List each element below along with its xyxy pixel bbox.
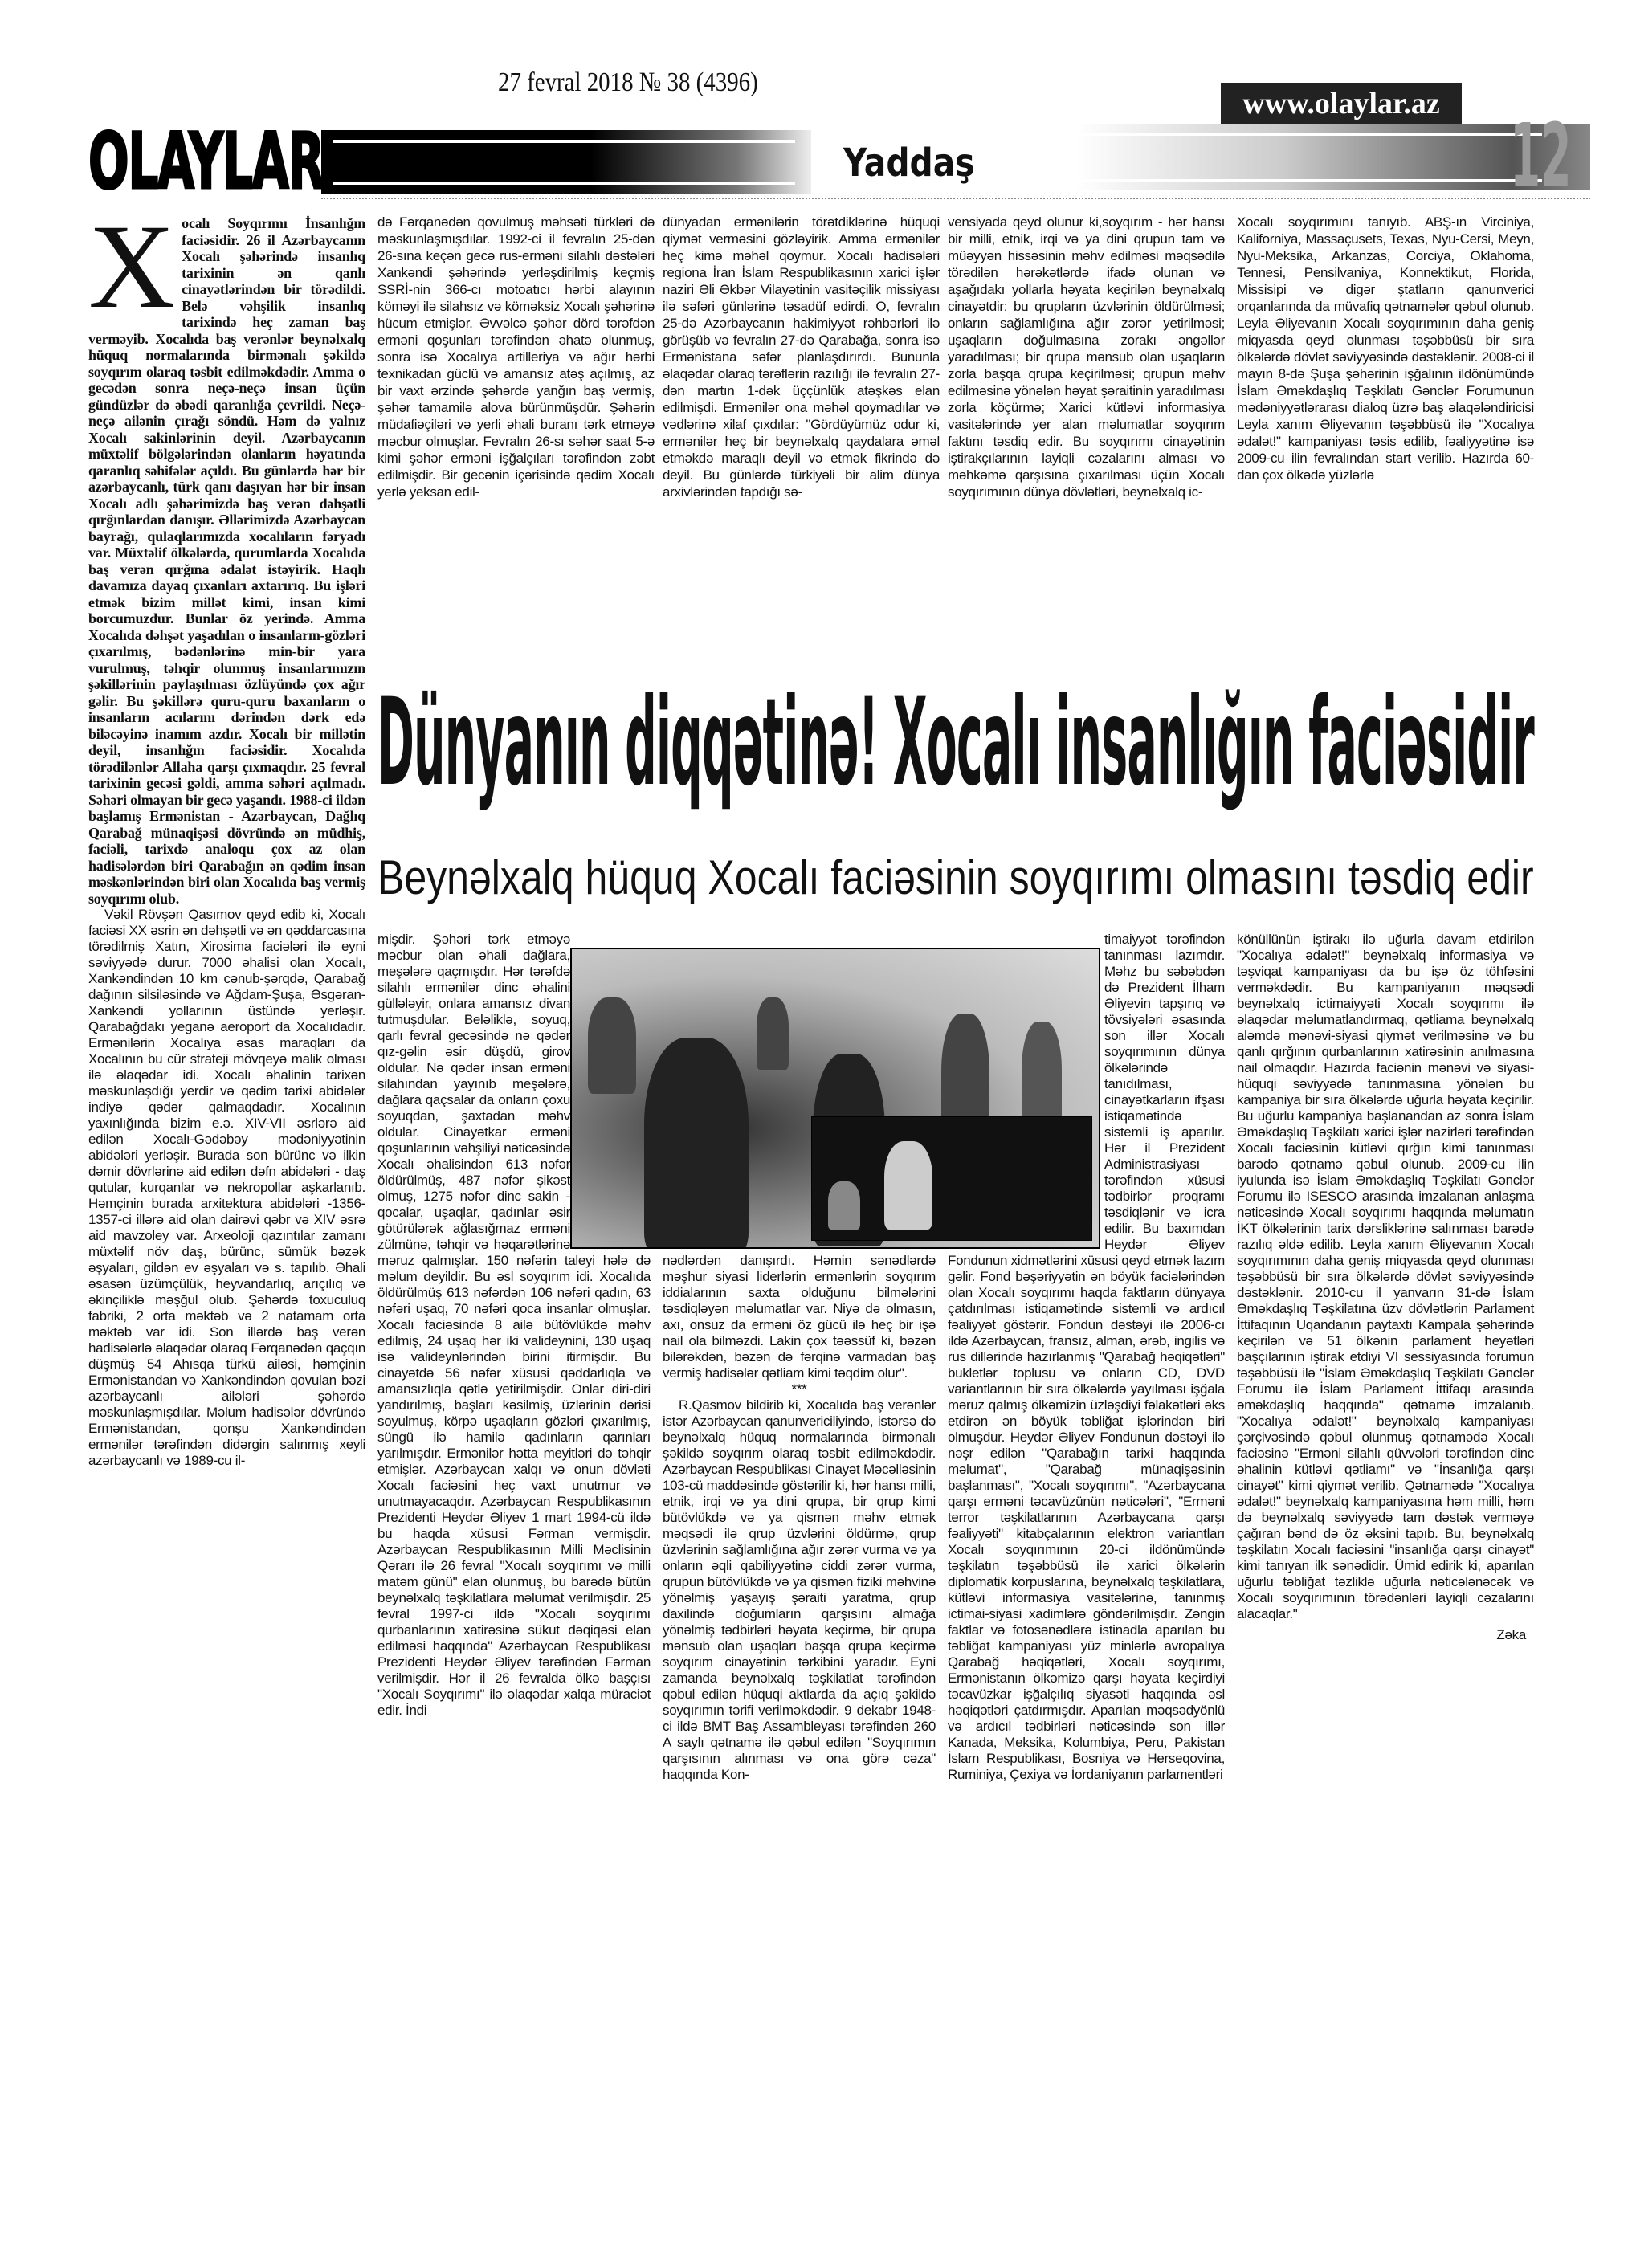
website-badge[interactable]: www.olaylar.az bbox=[1221, 83, 1462, 124]
author-signature: Zəka bbox=[1496, 1627, 1526, 1642]
upper-column-2 bbox=[663, 214, 940, 500]
newspaper-logo: OLAYLAR bbox=[88, 116, 324, 206]
paragraph: dünyadan ermənilərin törətdiklərinə hüquqi qiymət verməsini gözləyirik. Amma ermənilər heç kimə məhəl qoymur. Xocalı hadisələri regiona İran İslam Respublikasının xarici işlər naziri Əli Əkbər Vilayətinin vasitəçilik missiyası ilə səfəri günlərinə təsadüf edirdi. O, fevralın 25-də Azərbaycanın hakimiyyət rəhbərləri ilə görüşüb və fevralın 27-də Qarabağa, sonra isə Ermənistana səfər planlaşdırırdı. Bununla əlaqədar olaraq tərəflərin razılığı ilə fevralın 27-dən martın 1-dək üççünlük atəşkəs elan edilmişdi. Ermənilər ona məhəl qoymadılar və vədlərinə xilaf çıxdılar: "Gördüyümüz odur ki, ermənilər heç bir beynəlxalq qaydalara əməl etməkdə maraqlı deyil və etmək fikrində də deyil. Bu günlərdə türkiyəli bir alim dünya arxivlərindən tapdığı sə- bbox=[663, 214, 940, 500]
lead-paragraph bbox=[88, 200, 365, 907]
inset-photo bbox=[811, 1116, 1092, 1241]
paragraph: Xocalı soyqırımını tanıyıb. ABŞ-ın Virciniya, Kaliforniya, Massaçusets, Texas, Nyu-Cersi, Meyn, Nyu-Meksika, Arkanzas, Corciya, Oklahoma, Tennesi, Pensilvaniya, Konnektikut, Florida, Missisipi və digər ştatların qanunverici orqanlarında da müvafiq qətnamələr qəbul olunub. Leyla Əliyevanın Xocalı soyqırımının daha geniş miqyasda qeyd olunması təşəbbüsü bir sıra ölkələrdə dövlət səviyyəsində dəstəklənir. 2008-ci il mayın 8-də Şuşa şəhərinin işğalının ildönümündə İslam Əməkdaşlıq Təşkilatı Gənclər Forumunun mədəniyyətlərarası dialoq üzrə baş əlaqələndiricisi Leyla xanım Əliyevanın təşəbbüsü ilə "Xocalıya ədalət!" kampaniyası təsis edilib, fəaliyyətinə isə 2009-cu ilin fevralından start verilib. Hazırda 60-dan çox ölkədə yüzlərlə bbox=[1237, 214, 1534, 483]
subheadline: Beynəlxalq hüquq Xocalı faciəsinin soyqırımı olmasını təsdiq edir bbox=[377, 850, 1534, 904]
paragraph: mişdir. Şəhəri tərk etməyə məcbur olan əhali dağlara, meşələrə qaçmışdır. Hər tərəfdə silahlı ermənilər dinc əhalini güllələyir, onlara amansız divan tutmuşdular. Beləliklə, soyuq, qarlı fevral gecəsində nə qədər qız-gəlin əsir düşdü, girov oldular. Nə qədər insan erməni silahından yayınıb meşələrə, dağlara qaçsalar da onların çoxu soyuqdan, şaxtadan məhv oldular. Cinayətkar erməni qoşunlarının vəhşiliyi nəticəsində Xocalı əhalisindən 613 nəfər öldürülmüş, 487 nəfər şikəst olmuş, 1275 nəfər dinc sakin - qocalar, uşaqlar, qadınlar əsir götürülərək ağlasığmaz erməni zülmünə, təhqir və həqarətlərinə məruz qalmışlar. 150 nəfərin taleyi hələ də məlum deyildir. Bu əsl soyqırım idi. Xocalıda öldürülmüş 613 nəfərdən 106 nəfəri qadın, 63 nəfəri uşaq, 70 nəfəri qoca insanlar olmuşlar. Xocalı faciəsində 8 ailə bütövlükdə məhv edilmiş, 24 uşaq hər iki valideynini, 130 uşaq isə valideynlərindən birini itirmişdir. Bu cinayətdə 56 nəfər xüsusi qəddarlıqla və amansızlıqla qətlə yetirilmişdir. Onlar diri-diri yandırılmış, başları kəsilmiş, üzlərinin dərisi soyulmuş, körpə uşaqların gözləri çıxarılmış, süngü ilə hamilə qadınların qarınları yarılmışdır. Ermənilər hətta meyitləri də təhqir etmişlər. Azərbaycan xalqı və onun dövləti Xocalı faciəsini heç vaxt unutmur və unutmayacaqdır. Azərbaycan Respublikasının Prezidenti Heydər Əliyev 1 mart 1994-cü ildə bu haqda xüsusi Fərman vermişdir. Azərbaycan Respublikasının Milli Məclisinin Qərarı ilə 26 fevral "Xocalı soyqırımı və milli matəm günü" elan olunmuş, bu barədə bütün beynəlxalq təşkilatlara məlumat verilmişdir. 25 fevral 1997-ci ildə "Xocalı soyqırımı qurbanlarının xatirəsinə sükut dəqiqəsi elan edilməsi haqqında" Azərbaycan Respublikası Prezidenti Heydər Əliyev tərəfindən Fərman verilmişdir. Hər il 26 fevralda ölkə başçısı "Xocalı Soyqırımı" ilə əlaqədar xalqa müraciət edir. İndi bbox=[377, 932, 651, 1718]
paragraph: nədlərdən danışırdı. Həmin sənədlərdə məşhur siyasi liderlərin ermənlərin soyqırım iddialarının saxta olduğunu bilmələrini təsdiqləyən məlumatlar var. Niyə də olmasın, axı, onsuz da erməni öz gücü ilə heç bir işə nail ola bilməzdi. Lakin çox təəssüf ki, bəzən bilərəkdən, bəzən də fərqinə varmadan baş vermiş hadisələr qətliam kimi təqdim olur". bbox=[663, 1253, 936, 1381]
upper-column-1 bbox=[377, 214, 655, 500]
intro-column bbox=[88, 200, 365, 1469]
news-photo bbox=[570, 948, 1100, 1249]
upper-column-4 bbox=[1237, 214, 1534, 483]
page-number: 12 bbox=[1510, 104, 1572, 207]
paragraph: timaiyyət tərəfindən tanınması lazımdır. Məhz bu səbəbdən də Prezident İlham Əliyevin tapşırıq və tövsiyələri əsasında son illər Xocalı soyqırımının dünya ölkələrində tanıdılması, cinayətkarların ifşası istiqamətində sistemli iş aparılır. Hər il Prezident Administrasiyası tərəfindən xüsusi tədbirlər proqramı təsdiqlənir və icra edilir. Bu baxımdan Heydər Əliyev Fondunun xidmətlərini xüsusi qeyd etmək lazım gəlir. Fond bəşəriyyətin ən böyük faciələrindən olan Xocalı soyqırımı haqda faktların dünyaya çatdırılması istiqamətində sistemli və ardıcıl fəaliyyət göstərir. Fondun dəstəyi ilə 2006-cı ildə Azərbaycan, fransız, alman, ərəb, ingilis və rus dillərində hazırlanmış "Qarabağ həqiqətləri" bukletlər toplusu və onların CD, DVD variantlarının bir sıra ölkələrdə yayılması işğala məruz qalmış ölkəmizin üzləşdiyi fəlakətləri əks etdirən ən böyük təbliğat işlərindən biri olmuşdur. Heydər Əliyev Fondunun dəstəyi ilə nəşr edilən "Qarabağın tarixi haqqında məlumat", "Qarabağ münaqişəsinin başlanması", "Xocalı soyqırımı", "Azərbaycana qarşı erməni təcavüzünün nəticələri", "Erməni terror təşkilatlarının Azərbaycana qarşı fəaliyyəti" kitabçalarının elektron variantları Xocalı soyqırımının 20-ci ildönümündə təşkilatın təşəbbüsü ilə xarici ölkələrin diplomatik korpuslarına, beynəlxalq təşkilatlara, kütləvi informasiya vasitələrinə, tanınmış ictimai-siyasi xadimlərə göndərilmişdir. Zəngin faktlar və fotosənədlərə istinadla aparılan bu təbliğat kampaniyası yüz minlərlə avropalıya Qarabağ həqiqətləri, Xocalı soyqırımı, Ermənistanın ölkəmizə qarşı həyata keçirdiyi təcavüzkar işğalçılıq siyasəti haqqında əsl həqiqətləri çatdırmışdır. Aparılan məqsədyönlü və ardıcıl tədbirləri nəticəsində son illər Kanada, Meksika, Kolumbiya, Peru, Pakistan İslam Respublikası, Bosniya və Herseqovina, Ruminiya, Çexiya və İordaniyanın parlamentləri bbox=[948, 932, 1225, 1782]
divider bbox=[321, 198, 1590, 199]
masthead-bar bbox=[321, 130, 811, 194]
issue-date: 27 fevral 2018 № 38 (4396) bbox=[498, 67, 758, 97]
paragraph: vensiyada qeyd olunur ki,soyqırım - hər hansı bir milli, etnik, irqi və ya dini qrupun tam və müəyyən hissəsinin məhv edilməsi məqsədilə törədilən hərəkətlərdə ifadə olunan və aşağıdakı yollarla həyata keçirilən beynəlxalq cinayətdir: bu qrupların üzvlərinin öldürülməsi; onların sağlamlığına ağır zərər yetirilməsi; uşaqların doğulmasına zorakı əngəllər yaradılması; bir qrupa mənsub olan uşaqların zorla başqa qrupa keçirilməsi; qrupun məhv edilməsinə yönələn həyat şəraitinin yaradılması zorla köçürmə; Xarici kütləvi informasiya vasitələrində yer alan məlumatlar soyqırım faktını təsdiq edir. Bu soyqırımı cinayətinin iştirakçılarının layiqli cəzalarını alması və məhkəmə qarşısına çıxarılması üçün Xocalı soyqırımının dünya dövlətləri, beynəlxalq ic- bbox=[948, 214, 1225, 500]
paragraph: də Fərqanədən qovulmuş məhsəti türkləri də məskunlaşmışdılar. 1992-ci il fevralın 25-dən 26-sına keçən gecə rus-erməni silahlı dəstələri Xankəndi şəhərində yerləşdirilmiş keçmiş SSRİ-nin 366-cı motoatıcı hərbi alayının köməyi ilə silahsız və köməksiz Xocalı şəhərinə hücum etmişlər. Əvvəlcə şəhər dörd tərəfdən erməni qoşunları tərəfindən əhatə olunmuş, sonra isə Xocalıya artilleriya və ağır hərbi texnikadan güclü və amansız atəş açılmış, az bir vaxt ərzində şəhərdə yanğın baş vermiş, şəhər tamamilə alova bürünmüşdür. Şəhərin müdafiəçiləri və yerli əhali buranı tərk etməyə məcbur olmuşlar. Fevralın 26-sı səhər saat 5-ə kimi şəhər erməni işğalçıları tərəfindən zəbt edilmişdir. Bir gecənin içərisində qədim Xocalı yerlə yeksan edil- bbox=[377, 214, 655, 500]
upper-column-3 bbox=[948, 214, 1225, 500]
section-title: Yaddaş bbox=[843, 141, 975, 186]
lower-column-4 bbox=[1237, 932, 1534, 1643]
drop-cap: X bbox=[88, 200, 176, 333]
body-paragraph: Vəkil Rövşən Qasımov qeyd edib ki, Xocalı faciəsi XX əsrin ən dəhşətli və ən qəddarcasına törədilmiş Xatın, Xirosima faciələri ilə eyni səviyyədə durur. 7000 əhalisi olan Xocalı, Xankəndindən 10 km cənub-şərqdə, Qarabağ dağının silsiləsində və Ağdam-Şuşa, Əsgəran-Xankəndi yollarının üstündə yerləşir. Qarabağdakı yeganə aeroport da Xocalıdadır. Ermənilərin Xocalıya əsas maraqları da Xocalının bu cür strateji mövqeyə malik olması ilə əlaqədar idi. Xocalı əhalinin tarixən məskunlaşdığı yerdir və qədim tarixi abidələr indiyə qədər qalmaqdadır. Xocalının yaxınlığında bizim e.ə. XIV-VII əsrlərə aid edilən Xocalı-Gədəbəy mədəniyyətinin abidələri yerləşir. Burada son bürünc və ilkin dəmir dövrlərinə aid edilən dəfn abidələri - daş qutular, kurqanlar və nekropollar aşkarlanıb. Həmçinin burada arxitektura abidələri -1356-1357-ci illərə aid olan dairəvi qəbr və XIV əsrə aid mavzoley var. Arxeoloji qazıntılar zamanı müxtəlif növ daş, bürünc, sümük bəzək əşyaları, gildən ev əşyaları və s. tapılıb. Əhali əsasən üzümçülük, heyvandarlıq, arıçılıq və əkinçiliklə məşğul olub. Şəhərdə toxuculuq fabriki, 2 orta məktəb və 2 natamam orta məktəb var idi. Son illərdə baş verən hadisələrlə əlaqədar olaraq Fərqanədən qaçqın düşmüş 54 Ahısqa türkü ailəsi, həmçinin Ermənistandan və Xankəndindən qovulan bəzi azərbaycanlı ailələri şəhərdə məskunlaşmışdılar. Məlum hadisələr dövründə Ermənistandan, qonşu Xankəndindən ermənilər tərəfindən didərgin salınmış xeyli azərbaycanlı və 1989-cu il- bbox=[88, 907, 365, 1468]
paragraph: R.Qasmov bildirib ki, Xocalıda baş verənlər istər Azərbaycan qanunvericiliyində, istərsə də beynəlxalq hüquq normalarında birmənalı şəkildə soyqırım olaraq təsbit edilməkdədir. Azərbaycan Respublikası Cinayət Məcəlləsinin 103-cü maddəsində göstərilir ki, hər hansı milli, etnik, irqi və ya dini qrupa, bir qrup kimi bütövlükdə və ya qismən məhv etmək məqsədi ilə qrup üzvlərini öldürmə, qrup üzvlərinin sağlamlığına ağır zərər vurma və ya onların əqli qabiliyyətinə ciddi zərər vurma, qrupun bütövlükdə və ya qismən fiziki məhvinə yönəlmiş yaşayış şəraiti yaratma, qrup daxilində doğumların qarşısını almağa yönəlmiş tədbirləri həyata keçirmə, bir qrupa mənsub olan uşaqları başqa qrupa keçirmə soyqırım cinayətinin tərkibini yaradır. Eyni zamanda beynəlxalq təşkilatlat tərəfindən qəbul edilən hüquqi aktlarda da açıq şəkildə soyqırımın tərifi verilməkdədir. 9 dekabr 1948-ci ildə BMT Baş Assambleyası tərəfindən 260 A saylı qətnamə ilə qəbul edilən "Soyqırımın qarşısının alınması və ona görə cəza" haqqında Kon- bbox=[663, 1397, 936, 1782]
lead-text: ocalı Soyqırımı İnsanlığın faciəsidir. 26 il Azərbaycanın Xocalı şəhərində insanlıq tarixinin ən qanlı cinayətlərindən bir törədildi. Belə vəhşilik insanlıq tarixində heç zaman baş verməyib. Xocalıda baş verənlər beynəlxalq hüquq normalarında birmənalı şəkildə soyqırım olaraq təsbit edilməkdədir. Amma o gecədən sonra neçə-neçə insan üçün gündüzlər də əbədi qaranlığa çevrildi. Neçə-neçə ailənin çırağı söndü. Həm də yalnız Xocalı sakinlərinin deyil. Azərbaycanın müxtəlif bölgələrindən olanların həyatında qaranlıq səhifələr açıldı. Bu günlərdə hər bir azərbaycanlı, türk qanı daşıyan hər bir insan Xocalı adlı şəhərimizdə baş verən dəhşətli qırğınlardan danışır. Əllərimizdə Azərbaycan bayrağı, qulaqlarımızda xocalıların fəryadı var. Müxtəlif ölkələrdə, qurumlarda Xocalıda baş verən qırğına ədalət istəyirik. Haqlı davamıza dayaq çıxanları axtarırıq. Bu işləri etmək bizim millət kimi, insan kimi borcumuzdur. Bunlar öz yerində. Amma Xocalıda dəhşət yaşadılan o insanların-gözləri çıxarılmış, bədənlərinə min-bir yara vurulmuş, təhqir olunmuş insanlarımızın şəkillərinin paylaşılması özlüyündə çox ağır gəlir. Bu şəkillərə quru-quru baxanların o insanların acılarını dərindən dərk edə biləcəyinə inamım azdır. Xocalı bir millətin deyil, insanlığın faciəsidir. Xocalıda törədilənlər Allaha qarşı çıxmaqdır. 25 fevral tarixinin gecəsi gəldi, amma səhəri açılmadı. Səhəri olmayan bir gecə yaşandı. 1988-ci ildən başlamış Ermənistan - Azərbaycan, Dağlıq Qarabağ münaqişəsi dövründə ən müdhiş, faciəli, tarixdə analoqu çox az olan hadisələrdən biri Qarabağın ən qədim insan məskənlərindən biri olan Xocalıda baş vermiş soyqırımı olub. bbox=[88, 215, 365, 907]
paragraph: könüllünün iştirakı ilə uğurla davam etdirilən "Xocalıya ədalət!" beynəlxalq informasiya və təşviqat kampaniyası da bu işə öz töhfəsini verməkdədir. Bu kampaniyanın məqsədi beynəlxalq ictimaiyyəti Xocalı soyqırımı ilə əlaqədar məlumatlandırmaq, qətliama beynəlxalq aləmdə mənəvi-siyasi qiymət verilməsinə və bu qanlı qırğının qurbanlarının xatirəsinin anılmasına nail olmaqdır. Hazırda faciənin mənəvi və siyasi-hüquqi səviyyədə tanınmasına yönələn bu kampaniya bir sıra ölkələrdə uğurla həyata keçirilir. Bu uğurlu kampaniya başlanandan az sonra İslam Əməkdaşlıq Təşkilatı xarici işlər nazirləri tərəfindən Xocalı faciəsinin kütləvi qırğın kimi tanınması barədə qətnamə qəbul olunub. 2009-cu ilin iyulunda isə İslam Əməkdaşlıq Təşkilatı Gənclər Forumu ilə ISESCO arasında imzalanan anlaşma nəticəsində Xocalı soyqırımı haqqında məlumatın İKT ölkələrinin tarix dərsliklərinə salınması barədə razılıq əldə edilib. Leyla xanım Əliyevanın Xocalı soyqırımının daha geniş miqyasda qeyd olunması təşəbbüsü bir sıra ölkələrdə dövlət səviyyəsində dəstəklənir. 2010-cu il yanvarın 31-də İslam Əməkdaşlıq Təşkilatına üzv dövlətlərin Parlament İttifaqının Uqandanın paytaxtı Kampala şəhərində keçirilən və 51 ölkənin parlament heyətləri başçılarının iştirak etdiyi VI sessiyasında forumun təşəbbüsü ilə "İslam Əməkdaşlıq Təşkilatı Gənclər Forumu ilə İslam Parlament İttifaqı arasında əməkdaşlıq haqqında" qətnamə imzalanıb. "Xocalıya ədalət!" beynəlxalq kampaniyası çərçivəsində qəbul olunmuş qətnamədə Xocalı faciəsinə "Erməni silahlı qüvvələri tərəfindən dinc əhalinin kütləvi qətliamı" və "İnsanlığa qarşı cinayət" kimi qiymət verilib. Qətnamədə "Xocalıya ədalət!" beynəlxalq kampaniyasına həm milli, həm də beynəlxalq səviyyədə tam dəstək verməyə çağıran bənd də öz əksini tapıb. Bu, beynəlxalq təşkilatın Xocalı faciəsini "insanlığa qarşı cinayət" kimi tanıyan ilk sənədidir. Ümid edirik ki, aparılan uğurlu təbliğat təzliklə uğurla nəticələnəcək və Xocalı soyqırımının törədənləri layiqli cəzalarını alacaqlar." bbox=[1237, 932, 1534, 1621]
headline: Dünyanın diqqətinə! Xocalı insanlığın faciəsidir bbox=[377, 673, 1534, 813]
separator: *** bbox=[791, 1381, 807, 1397]
